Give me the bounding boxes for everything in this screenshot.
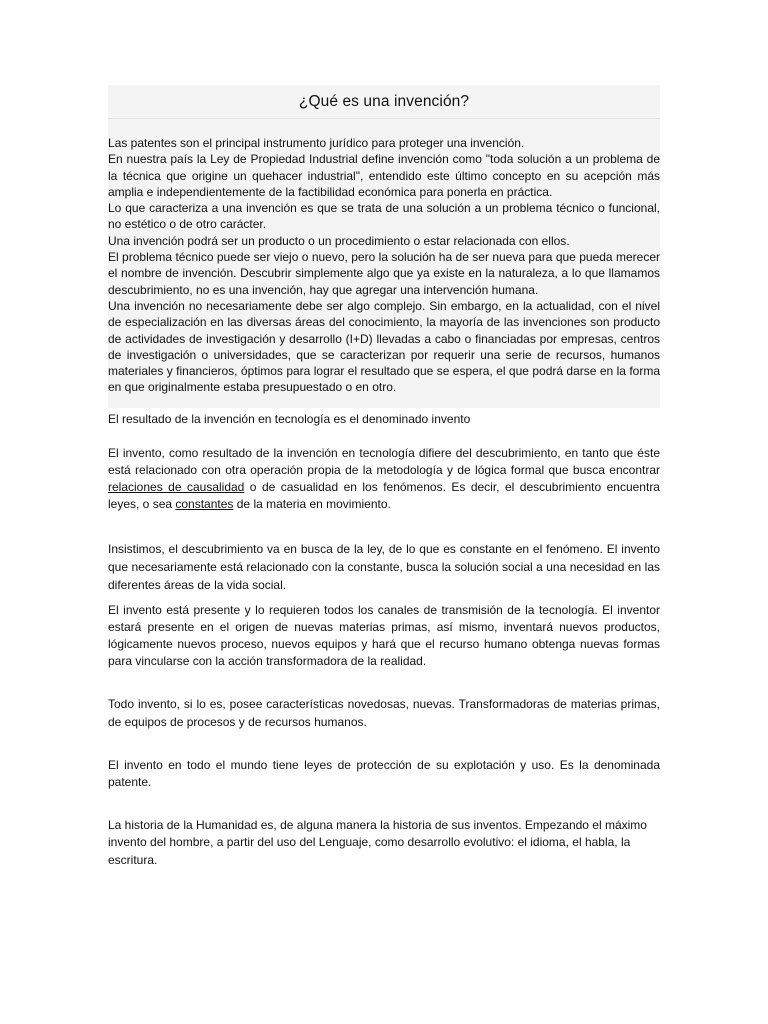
paragraph-insistimos: Insistimos, el descubrimiento va en busca de la ley, de lo que es constante en el fenómeno. El invento que necesariamente está relacionado con la constante, busca la solución social a una necesidad en las diferentes áreas de la vida social. [108,541,660,592]
paragraph-presente: El invento está presente y lo requieren todos los canales de transmisión de la tecnología. El inventor estará presente en el origen de nuevas materias primas, así mismo, inventará nuevos productos, lógicamente nuevos proceso, nuevos equipos y hará que el recurso humano obtenga nuevas formas para vincularse con la acción transformadora de la realidad. [108,602,660,669]
paragraph-todo-invento: Todo invento, si lo es, posee características novedosas, nuevas. Transformadoras de materias primas, de equipos de procesos y de recursos humanos. [108,697,660,729]
intro-block [108,119,660,408]
intro-paragraph: Lo que caracteriza a una invención es que se trata de una solución a un problema técnico o funcional, no estético o de otro carácter. [108,201,660,232]
paragraph-text: El invento, como resultado de la invención en tecnología difiere del descubrimiento, en tanto que éste está relacionado con otra operación propia de la metodología y de lógica formal que busca encontrar [108,445,660,477]
link-constantes[interactable]: constantes [175,497,234,512]
intro-paragraph: Una invención podrá ser un producto o un procedimiento o estar relacionada con ellos. [108,233,570,248]
paragraph-historia: La historia de la Humanidad es, de alguna manera la historia de sus inventos. Empezando el máximo invento del hombre, a partir del uso del Lenguaje, como desarrollo evolutivo: el idioma, el habla, la escritura. [108,818,647,867]
paragraph-invento [108,445,660,514]
paragraph-patente: El invento en todo el mundo tiene leyes de protección de su explotación y uso. Es la denominada patente. [108,757,660,789]
link-relaciones-de-causalidad[interactable]: relaciones de causalidad [108,480,245,495]
section-subheading: El resultado de la invención en tecnología es el denominado invento [108,411,471,426]
intro-paragraph: En nuestra país la Ley de Propiedad Industrial define invención como "toda solución a un problema de la técnica que origine un quehacer industrial", entendido este último concepto en su acepción más amplia e independientemente de la factibilidad económica para ponerla en práctica. [108,152,660,199]
title-bar [108,85,660,119]
intro-paragraph: Una invención no necesariamente debe ser algo complejo. Sin embargo, en la actualidad, con el nivel de especialización en las diversas áreas del conocimiento, la mayoría de las invenciones son producto de actividades de investigación y desarrollo (I+D) llevadas a cabo o financiadas por empresas, centros de investigación o universidades, que se caracterizan por requerir una serie de recursos, humanos materiales y financieros, óptimos para lograr el resultado que se espera, el que podrá darse en la forma en que originalmente estaba presupuestado o en otro. [108,298,660,395]
paragraph-text: de la materia en movimiento. [233,497,391,512]
document-title: ¿Qué es una invención? [298,92,470,110]
intro-paragraph: Las patentes son el principal instrumento jurídico para proteger una invención. [108,136,525,150]
intro-paragraph: El problema técnico puede ser viejo o nuevo, pero la solución ha de ser nueva para que pueda merecer el nombre de invención. Descubrir simplemente algo que ya existe en la naturaleza, a lo que llamamos descubrimiento, no es una invención, hay que agregar una intervención humana. [108,250,660,297]
paragraph-text: o de casualidad en los fenómenos. Es decir, el descubrimiento encuentra leyes, o sea [108,480,660,512]
document-page [108,85,660,869]
